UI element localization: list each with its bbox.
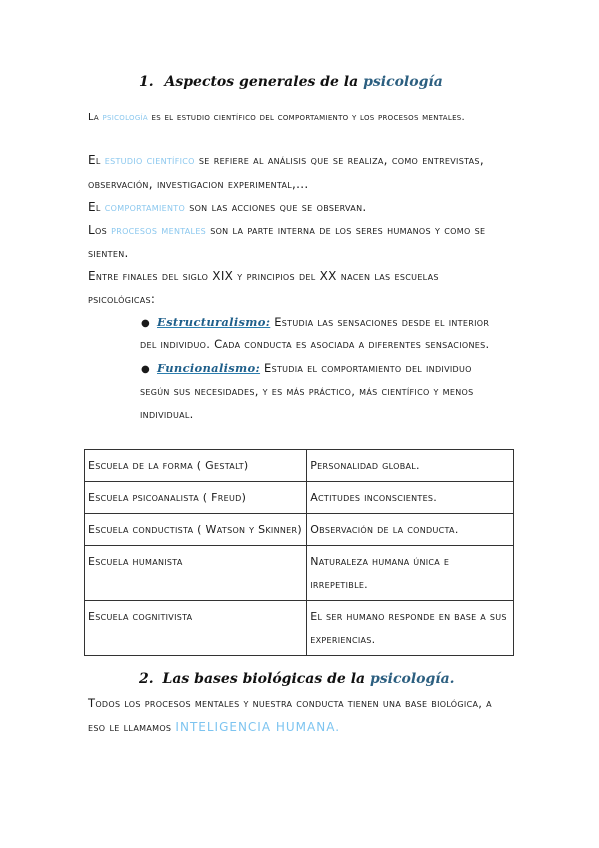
bullet-2-text: Estudia el comportamiento del individuo xyxy=(264,361,472,375)
section-2-heading xyxy=(139,671,455,687)
closing-lead: eso le llamamos xyxy=(88,720,172,734)
closing-line-1: Todos los procesos mentales y nuestra conducta tienen una base biológica, a xyxy=(88,696,492,710)
table-row xyxy=(85,514,514,546)
definition-line-3 xyxy=(88,200,366,214)
intro-line xyxy=(88,112,465,123)
table-row xyxy=(85,546,514,601)
definition-line-4 xyxy=(88,223,485,237)
section-2-title: Las bases biológicas de la xyxy=(162,671,366,687)
def4-highlight: procesos mentales xyxy=(111,223,207,237)
section-2-title-highlight: psicología. xyxy=(369,671,455,687)
table-cell-focus: Observación de la conducta. xyxy=(307,514,514,546)
bullet-2-term: Funcionalismo: xyxy=(157,361,261,375)
def4-rest: son la parte interna de los seres humanos y como se xyxy=(210,223,486,237)
section-1-title-highlight: psicología xyxy=(363,74,443,90)
definition-line-5: sienten. xyxy=(88,246,129,260)
bullet-dot-1: ● xyxy=(141,318,150,329)
table-row xyxy=(85,450,514,482)
bullet-2-line-2: según sus necesidades, y es más práctico, más científico y menos xyxy=(140,384,474,398)
intro-rest: es el estudio científico del comportamiento y los procesos mentales. xyxy=(151,112,466,123)
definition-line-1 xyxy=(88,153,484,167)
section-1-title: Aspectos generales de la xyxy=(164,74,359,90)
intro-lead: La xyxy=(88,112,99,123)
bullet-2-line-1 xyxy=(157,361,472,375)
table-cell-focus: El ser humano responde en base a sus experiencias. xyxy=(307,601,514,656)
def1-lead: El xyxy=(88,153,101,167)
section-1-heading xyxy=(139,74,443,90)
table-cell-focus: Personalidad global. xyxy=(307,450,514,482)
schools-table xyxy=(84,449,514,656)
def3-rest: son las acciones que se observan. xyxy=(189,200,367,214)
def3-lead: El xyxy=(88,200,101,214)
table-cell-school: Escuela de la forma ( Gestalt) xyxy=(85,450,307,482)
table-cell-school: Escuela cognitivista xyxy=(85,601,307,656)
closing-line-2 xyxy=(88,720,340,734)
table-cell-school: Escuela humanista xyxy=(85,546,307,601)
definition-line-6: Entre finales del siglo XIX y principios del XX nacen las escuelas xyxy=(88,269,439,283)
closing-highlight: INTELIGENCIA HUMANA. xyxy=(175,720,341,734)
def1-highlight: estudio científico xyxy=(104,153,195,167)
table-row xyxy=(85,482,514,514)
section-2-number: 2. xyxy=(139,671,154,687)
bullet-1-line-1 xyxy=(157,315,489,329)
bullet-1-line-2: del individuo. Cada conducta es asociada a diferentes sensaciones. xyxy=(140,337,490,351)
table-cell-school: Escuela psicoanalista ( Freud) xyxy=(85,482,307,514)
definition-line-7: psicológicas: xyxy=(88,292,156,306)
bullet-1-text: Estudia las sensaciones desde el interior xyxy=(274,315,490,329)
table-cell-focus: Naturaleza humana única e irrepetible. xyxy=(307,546,514,601)
def1-rest: se refiere al análisis que se realiza, como entrevistas, xyxy=(198,153,484,167)
def3-highlight: comportamiento xyxy=(104,200,186,214)
table-cell-focus: Actitudes inconscientes. xyxy=(307,482,514,514)
table-row xyxy=(85,601,514,656)
def4-lead: Los xyxy=(88,223,107,237)
section-1-number: 1. xyxy=(139,74,154,90)
bullet-2-line-3: individual. xyxy=(140,407,194,421)
definition-line-2: observación, investigacion experimental,... xyxy=(88,177,309,191)
bullet-dot-2: ● xyxy=(141,364,150,375)
intro-highlight: psicología xyxy=(102,112,149,123)
bullet-1-term: Estructuralismo: xyxy=(157,315,271,329)
table-cell-school: Escuela conductista ( Watson y Skinner) xyxy=(85,514,307,546)
